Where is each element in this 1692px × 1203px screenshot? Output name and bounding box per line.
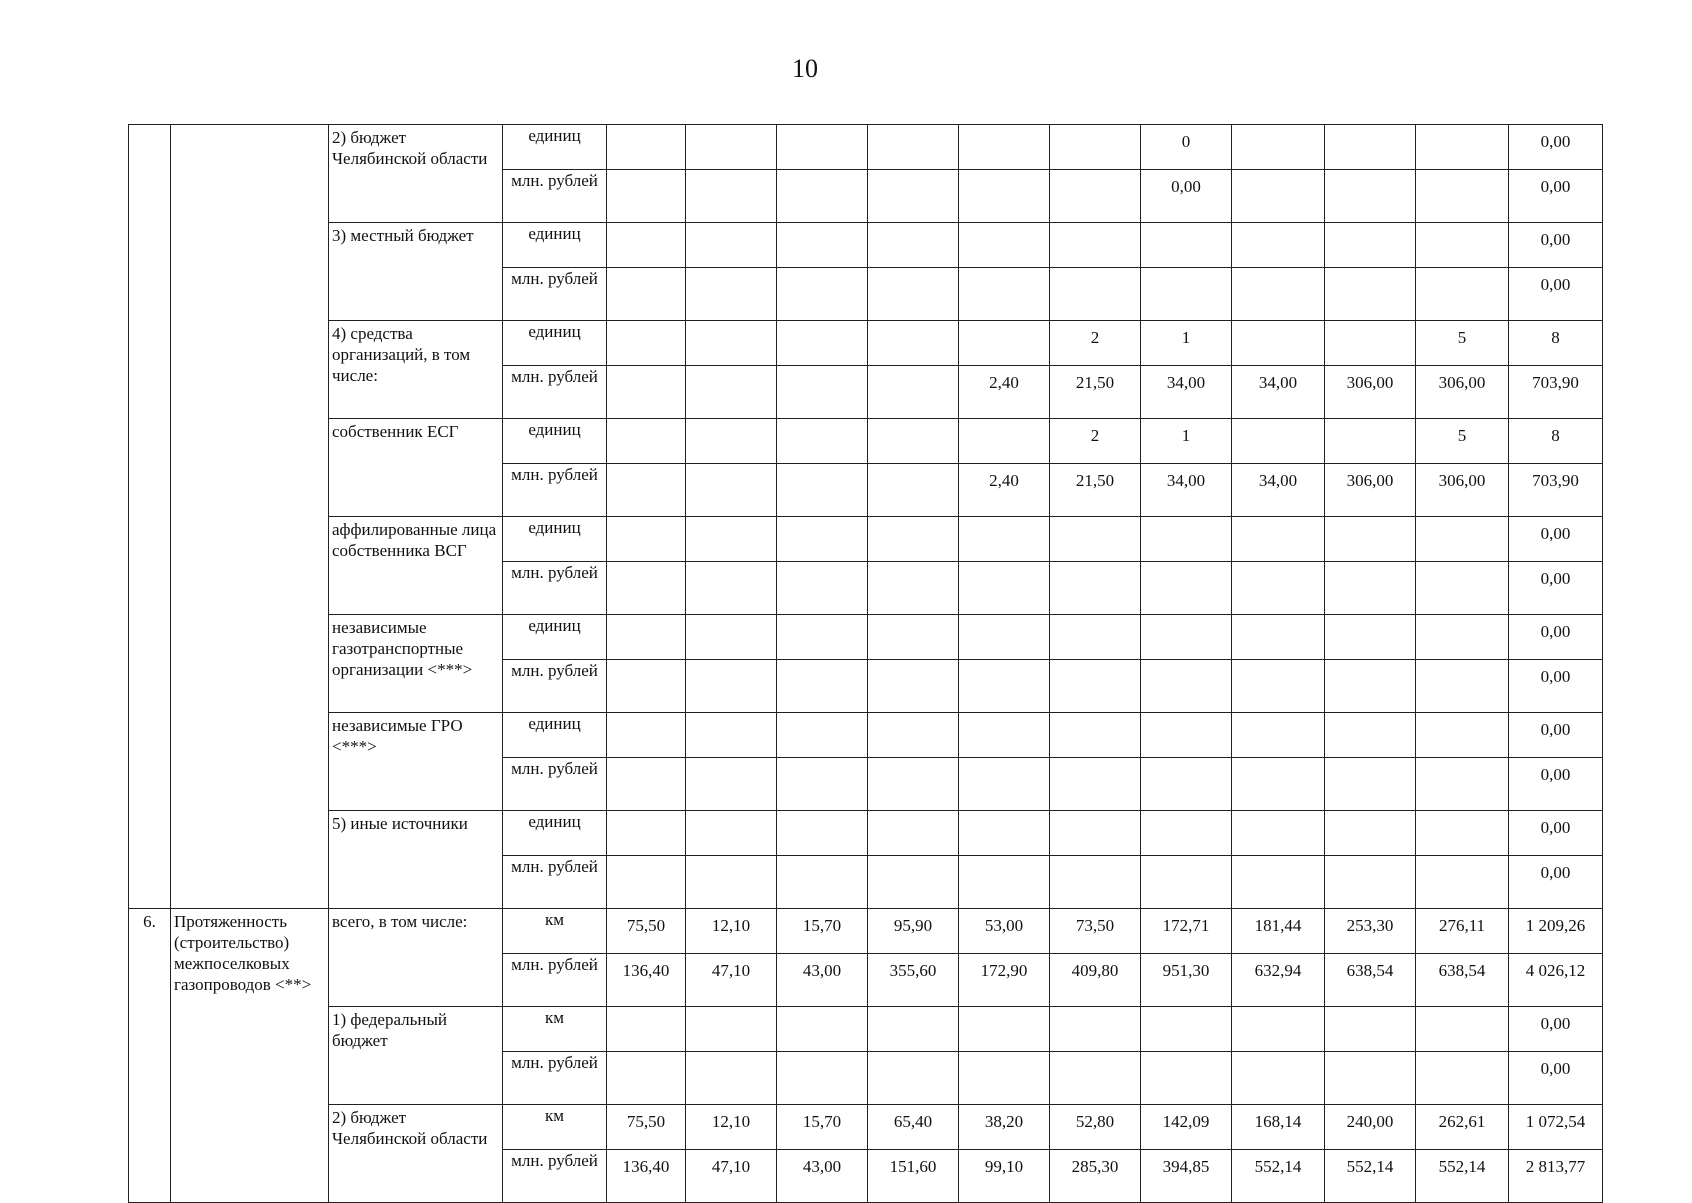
table-row (129, 517, 1603, 562)
year-value-cell: 38,20 (959, 1105, 1050, 1150)
year-value-cell (777, 125, 868, 170)
year-value-cell (1050, 811, 1141, 856)
total-value-cell: 0,00 (1509, 125, 1603, 170)
year-value-cell (686, 758, 777, 811)
year-value-cell: 1 (1141, 419, 1232, 464)
year-value-cell (1325, 125, 1416, 170)
funding-source-cell: независимые газотранспортные организации <***> (329, 615, 503, 713)
year-value-cell (1416, 1052, 1509, 1105)
year-value-cell: 34,00 (1232, 366, 1325, 419)
year-value-cell (686, 856, 777, 909)
year-value-cell (1232, 125, 1325, 170)
year-value-cell (1416, 856, 1509, 909)
year-value-cell (1050, 1007, 1141, 1052)
funding-source-cell: аффилированные лица собственника ВСГ (329, 517, 503, 615)
year-value-cell (959, 758, 1050, 811)
year-value-cell (959, 713, 1050, 758)
year-value-cell (1325, 758, 1416, 811)
total-value-cell: 0,00 (1509, 223, 1603, 268)
year-value-cell (959, 562, 1050, 615)
year-value-cell: 285,30 (1050, 1150, 1141, 1203)
year-value-cell (1141, 660, 1232, 713)
year-value-cell: 0 (1141, 125, 1232, 170)
unit-cell: км (503, 1105, 607, 1150)
year-value-cell (959, 223, 1050, 268)
year-value-cell (1050, 856, 1141, 909)
total-value-cell: 0,00 (1509, 713, 1603, 758)
unit-cell: единиц (503, 811, 607, 856)
unit-cell: млн. рублей (503, 1052, 607, 1105)
table-row (129, 713, 1603, 758)
year-value-cell: 99,10 (959, 1150, 1050, 1203)
year-value-cell (607, 366, 686, 419)
year-value-cell (777, 856, 868, 909)
funding-source-cell: 4) средства организаций, в том числе: (329, 321, 503, 419)
year-value-cell (1416, 125, 1509, 170)
year-value-cell (1141, 268, 1232, 321)
year-value-cell (686, 223, 777, 268)
year-value-cell (1416, 660, 1509, 713)
year-value-cell: 253,30 (1325, 909, 1416, 954)
year-value-cell (686, 562, 777, 615)
year-value-cell (1232, 268, 1325, 321)
year-value-cell (1325, 1007, 1416, 1052)
total-value-cell: 8 (1509, 321, 1603, 366)
year-value-cell (1232, 758, 1325, 811)
funding-source-cell: 2) бюджет Челябинской области (329, 1105, 503, 1203)
year-value-cell: 75,50 (607, 1105, 686, 1150)
year-value-cell (1141, 1007, 1232, 1052)
year-value-cell: 2 (1050, 321, 1141, 366)
year-value-cell (868, 713, 959, 758)
year-value-cell (959, 811, 1050, 856)
table-row (129, 615, 1603, 660)
funding-source-cell: 1) федеральный бюджет (329, 1007, 503, 1105)
total-value-cell: 703,90 (1509, 366, 1603, 419)
year-value-cell: 21,50 (1050, 464, 1141, 517)
year-value-cell (1050, 125, 1141, 170)
year-value-cell (1141, 758, 1232, 811)
year-value-cell (1232, 615, 1325, 660)
year-value-cell (686, 170, 777, 223)
year-value-cell (777, 464, 868, 517)
year-value-cell (686, 268, 777, 321)
year-value-cell (607, 1007, 686, 1052)
year-value-cell (777, 1007, 868, 1052)
year-value-cell (1232, 419, 1325, 464)
year-value-cell (1325, 268, 1416, 321)
year-value-cell (777, 660, 868, 713)
funding-source-cell: 3) местный бюджет (329, 223, 503, 321)
year-value-cell (777, 223, 868, 268)
year-value-cell (868, 125, 959, 170)
year-value-cell (1050, 517, 1141, 562)
year-value-cell (1232, 321, 1325, 366)
total-value-cell: 8 (1509, 419, 1603, 464)
unit-cell: единиц (503, 517, 607, 562)
unit-cell: км (503, 1007, 607, 1052)
year-value-cell: 43,00 (777, 1150, 868, 1203)
year-value-cell (1050, 758, 1141, 811)
year-value-cell (686, 321, 777, 366)
year-value-cell (1325, 856, 1416, 909)
table-row (129, 321, 1603, 366)
year-value-cell (686, 366, 777, 419)
unit-cell: млн. рублей (503, 562, 607, 615)
year-value-cell (1232, 223, 1325, 268)
year-value-cell (686, 125, 777, 170)
year-value-cell: 181,44 (1232, 909, 1325, 954)
total-value-cell: 0,00 (1509, 268, 1603, 321)
year-value-cell (1416, 562, 1509, 615)
total-value-cell: 2 813,77 (1509, 1150, 1603, 1203)
funding-source-cell: собственник ЕСГ (329, 419, 503, 517)
year-value-cell: 306,00 (1416, 464, 1509, 517)
year-value-cell (607, 125, 686, 170)
year-value-cell: 168,14 (1232, 1105, 1325, 1150)
year-value-cell (1416, 268, 1509, 321)
year-value-cell (959, 1052, 1050, 1105)
total-value-cell: 0,00 (1509, 856, 1603, 909)
unit-cell: млн. рублей (503, 954, 607, 1007)
year-value-cell (868, 811, 959, 856)
year-value-cell (959, 125, 1050, 170)
year-value-cell (1416, 1007, 1509, 1052)
year-value-cell (607, 562, 686, 615)
year-value-cell (607, 660, 686, 713)
year-value-cell: 394,85 (1141, 1150, 1232, 1203)
year-value-cell (777, 321, 868, 366)
total-value-cell: 1 209,26 (1509, 909, 1603, 954)
year-value-cell (1141, 713, 1232, 758)
year-value-cell (607, 464, 686, 517)
year-value-cell (1416, 713, 1509, 758)
year-value-cell (959, 660, 1050, 713)
year-value-cell: 12,10 (686, 909, 777, 954)
year-value-cell: 276,11 (1416, 909, 1509, 954)
year-value-cell (1232, 170, 1325, 223)
year-value-cell: 21,50 (1050, 366, 1141, 419)
table-row (129, 811, 1603, 856)
year-value-cell (1325, 1052, 1416, 1105)
year-value-cell: 151,60 (868, 1150, 959, 1203)
year-value-cell (868, 223, 959, 268)
year-value-cell (777, 419, 868, 464)
year-value-cell (868, 268, 959, 321)
year-value-cell (777, 1052, 868, 1105)
year-value-cell (1141, 517, 1232, 562)
year-value-cell: 638,54 (1416, 954, 1509, 1007)
year-value-cell: 47,10 (686, 1150, 777, 1203)
year-value-cell (1416, 170, 1509, 223)
year-value-cell (868, 856, 959, 909)
year-value-cell (868, 660, 959, 713)
year-value-cell: 172,90 (959, 954, 1050, 1007)
year-value-cell: 136,40 (607, 954, 686, 1007)
year-value-cell (1050, 562, 1141, 615)
year-value-cell (686, 615, 777, 660)
year-value-cell (607, 170, 686, 223)
year-value-cell (686, 811, 777, 856)
year-value-cell (868, 1052, 959, 1105)
year-value-cell (1050, 1052, 1141, 1105)
funding-source-cell: всего, в том числе: (329, 909, 503, 1007)
year-value-cell (1416, 615, 1509, 660)
year-value-cell: 306,00 (1416, 366, 1509, 419)
total-value-cell: 0,00 (1509, 170, 1603, 223)
year-value-cell (686, 660, 777, 713)
total-value-cell: 0,00 (1509, 1052, 1603, 1105)
year-value-cell (777, 170, 868, 223)
year-value-cell (1325, 517, 1416, 562)
year-value-cell (1232, 517, 1325, 562)
year-value-cell: 75,50 (607, 909, 686, 954)
year-value-cell (1416, 223, 1509, 268)
year-value-cell (1232, 713, 1325, 758)
year-value-cell (1050, 660, 1141, 713)
year-value-cell: 34,00 (1232, 464, 1325, 517)
year-value-cell: 43,00 (777, 954, 868, 1007)
year-value-cell (1232, 660, 1325, 713)
data-table (128, 124, 1603, 1203)
year-value-cell (868, 562, 959, 615)
year-value-cell (607, 758, 686, 811)
year-value-cell: 15,70 (777, 1105, 868, 1150)
year-value-cell (959, 615, 1050, 660)
year-value-cell (868, 366, 959, 419)
year-value-cell (868, 615, 959, 660)
table-row (129, 419, 1603, 464)
year-value-cell (1141, 811, 1232, 856)
year-value-cell: 409,80 (1050, 954, 1141, 1007)
year-value-cell (1232, 1007, 1325, 1052)
year-value-cell (959, 321, 1050, 366)
row-index-cell: 6. (129, 909, 171, 1203)
year-value-cell (686, 464, 777, 517)
year-value-cell (1050, 615, 1141, 660)
year-value-cell (1050, 268, 1141, 321)
year-value-cell (1141, 223, 1232, 268)
year-value-cell (1050, 713, 1141, 758)
year-value-cell (959, 1007, 1050, 1052)
year-value-cell (1050, 223, 1141, 268)
year-value-cell (1141, 562, 1232, 615)
year-value-cell (959, 268, 1050, 321)
year-value-cell: 240,00 (1325, 1105, 1416, 1150)
year-value-cell (686, 419, 777, 464)
table-row (129, 1007, 1603, 1052)
unit-cell: единиц (503, 713, 607, 758)
unit-cell: млн. рублей (503, 170, 607, 223)
year-value-cell: 12,10 (686, 1105, 777, 1150)
indicator-name-cell (171, 125, 329, 909)
year-value-cell: 73,50 (1050, 909, 1141, 954)
indicator-name-cell: Протяженность (строительство) межпоселковых газопроводов <**> (171, 909, 329, 1203)
total-value-cell: 0,00 (1509, 517, 1603, 562)
year-value-cell (607, 268, 686, 321)
total-value-cell: 0,00 (1509, 660, 1603, 713)
table-row (129, 223, 1603, 268)
year-value-cell: 638,54 (1325, 954, 1416, 1007)
year-value-cell: 5 (1416, 419, 1509, 464)
year-value-cell (607, 517, 686, 562)
year-value-cell (1141, 615, 1232, 660)
year-value-cell: 53,00 (959, 909, 1050, 954)
year-value-cell: 632,94 (1232, 954, 1325, 1007)
year-value-cell (1325, 615, 1416, 660)
year-value-cell (868, 419, 959, 464)
year-value-cell (1325, 562, 1416, 615)
year-value-cell: 552,14 (1416, 1150, 1509, 1203)
year-value-cell: 355,60 (868, 954, 959, 1007)
year-value-cell (686, 1052, 777, 1105)
year-value-cell (1416, 758, 1509, 811)
unit-cell: единиц (503, 615, 607, 660)
year-value-cell (777, 758, 868, 811)
year-value-cell: 552,14 (1325, 1150, 1416, 1203)
year-value-cell: 552,14 (1232, 1150, 1325, 1203)
year-value-cell (1325, 223, 1416, 268)
year-value-cell (607, 419, 686, 464)
year-value-cell: 262,61 (1416, 1105, 1509, 1150)
year-value-cell (777, 713, 868, 758)
year-value-cell: 2,40 (959, 464, 1050, 517)
year-value-cell: 306,00 (1325, 366, 1416, 419)
year-value-cell (959, 170, 1050, 223)
unit-cell: млн. рублей (503, 268, 607, 321)
year-value-cell: 52,80 (1050, 1105, 1141, 1150)
year-value-cell (1325, 713, 1416, 758)
year-value-cell: 95,90 (868, 909, 959, 954)
total-value-cell: 4 026,12 (1509, 954, 1603, 1007)
unit-cell: единиц (503, 321, 607, 366)
year-value-cell (1325, 660, 1416, 713)
unit-cell: млн. рублей (503, 660, 607, 713)
table-row (129, 125, 1603, 170)
year-value-cell: 136,40 (607, 1150, 686, 1203)
total-value-cell: 0,00 (1509, 615, 1603, 660)
unit-cell: км (503, 909, 607, 954)
year-value-cell (868, 170, 959, 223)
year-value-cell (777, 562, 868, 615)
year-value-cell (1232, 856, 1325, 909)
year-value-cell (607, 223, 686, 268)
year-value-cell (777, 366, 868, 419)
year-value-cell (777, 517, 868, 562)
year-value-cell (1325, 419, 1416, 464)
year-value-cell (1325, 811, 1416, 856)
year-value-cell (1325, 321, 1416, 366)
total-value-cell: 703,90 (1509, 464, 1603, 517)
year-value-cell: 34,00 (1141, 464, 1232, 517)
unit-cell: единиц (503, 223, 607, 268)
year-value-cell (777, 615, 868, 660)
funding-source-cell: 2) бюджет Челябинской области (329, 125, 503, 223)
year-value-cell: 47,10 (686, 954, 777, 1007)
year-value-cell (607, 811, 686, 856)
year-value-cell (1141, 856, 1232, 909)
row-index-cell (129, 125, 171, 909)
year-value-cell (868, 517, 959, 562)
year-value-cell (686, 1007, 777, 1052)
funding-source-cell: 5) иные источники (329, 811, 503, 909)
year-value-cell: 34,00 (1141, 366, 1232, 419)
year-value-cell (777, 811, 868, 856)
total-value-cell: 1 072,54 (1509, 1105, 1603, 1150)
unit-cell: млн. рублей (503, 366, 607, 419)
year-value-cell (607, 1052, 686, 1105)
total-value-cell: 0,00 (1509, 811, 1603, 856)
year-value-cell: 1 (1141, 321, 1232, 366)
year-value-cell (686, 713, 777, 758)
year-value-cell (1232, 1052, 1325, 1105)
year-value-cell (959, 856, 1050, 909)
funding-source-cell: независимые ГРО <***> (329, 713, 503, 811)
year-value-cell: 15,70 (777, 909, 868, 954)
year-value-cell: 306,00 (1325, 464, 1416, 517)
year-value-cell: 951,30 (1141, 954, 1232, 1007)
year-value-cell (607, 321, 686, 366)
year-value-cell: 142,09 (1141, 1105, 1232, 1150)
year-value-cell (607, 615, 686, 660)
unit-cell: единиц (503, 419, 607, 464)
year-value-cell: 0,00 (1141, 170, 1232, 223)
year-value-cell (1416, 811, 1509, 856)
year-value-cell (959, 517, 1050, 562)
year-value-cell (1232, 562, 1325, 615)
year-value-cell: 172,71 (1141, 909, 1232, 954)
unit-cell: млн. рублей (503, 856, 607, 909)
total-value-cell: 0,00 (1509, 1007, 1603, 1052)
unit-cell: единиц (503, 125, 607, 170)
year-value-cell: 2,40 (959, 366, 1050, 419)
year-value-cell: 2 (1050, 419, 1141, 464)
year-value-cell (868, 464, 959, 517)
year-value-cell (777, 268, 868, 321)
table-row (129, 1105, 1603, 1150)
total-value-cell: 0,00 (1509, 758, 1603, 811)
year-value-cell (959, 419, 1050, 464)
year-value-cell (868, 1007, 959, 1052)
year-value-cell (1232, 811, 1325, 856)
year-value-cell (1141, 1052, 1232, 1105)
year-value-cell (868, 758, 959, 811)
year-value-cell (1050, 170, 1141, 223)
table-row (129, 909, 1603, 954)
unit-cell: млн. рублей (503, 464, 607, 517)
year-value-cell: 65,40 (868, 1105, 959, 1150)
total-value-cell: 0,00 (1509, 562, 1603, 615)
year-value-cell (607, 713, 686, 758)
year-value-cell: 5 (1416, 321, 1509, 366)
unit-cell: млн. рублей (503, 1150, 607, 1203)
unit-cell: млн. рублей (503, 758, 607, 811)
year-value-cell (868, 321, 959, 366)
page-number: 10 (792, 54, 818, 83)
year-value-cell (686, 517, 777, 562)
year-value-cell (607, 856, 686, 909)
year-value-cell (1416, 517, 1509, 562)
year-value-cell (1325, 170, 1416, 223)
